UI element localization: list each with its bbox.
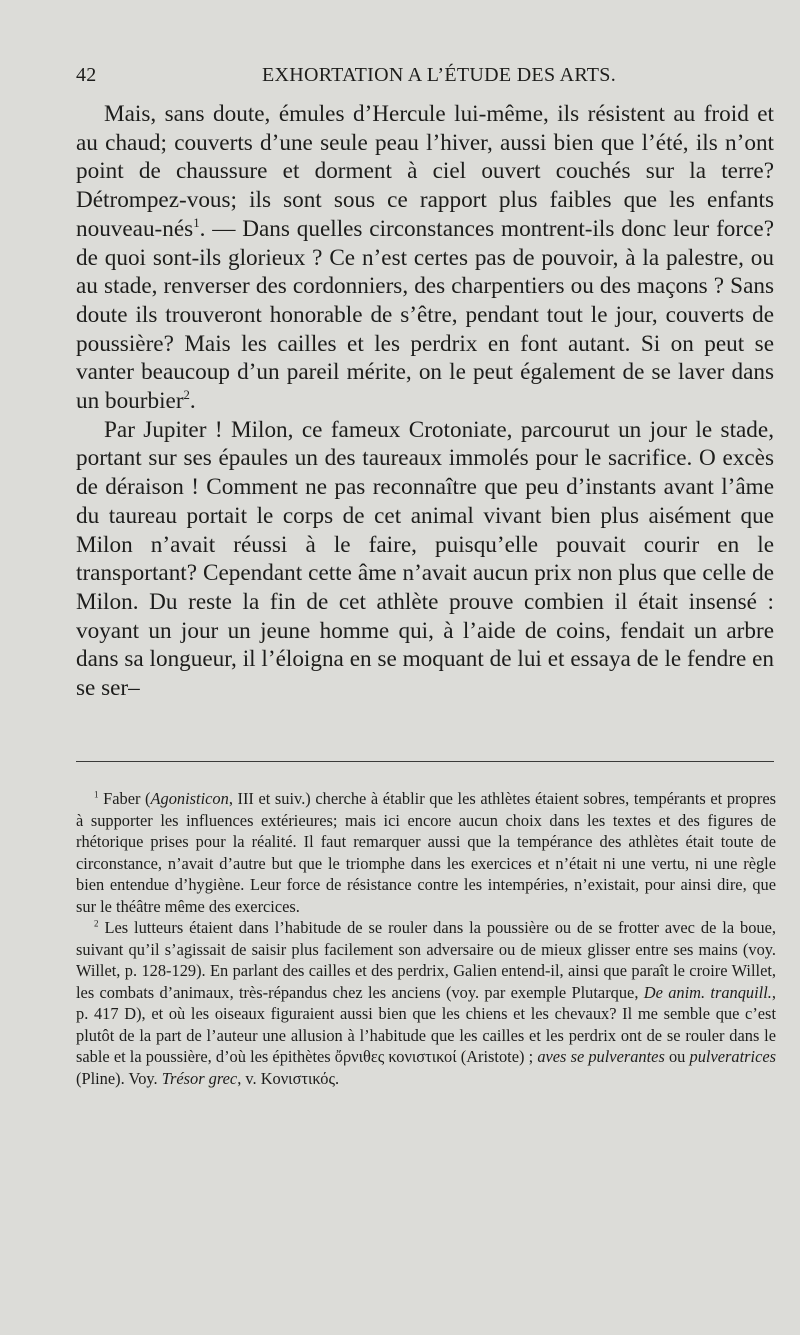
footnote-2-italic-1: aves se pulverantes <box>537 1047 665 1066</box>
paragraph-2: Par Jupiter ! Milon, ce fameux Crotoniate, parcourut un jour le stade, portant sur ses épaules un des taureaux immolés pour le sacrifice. O excès de déraison ! Comment ne pas reconnaître que peu d’instants avant l’âme du taureau portait le corps de cet animal vivant bien plus aisément que Milon n’avait réussi à le faire, puisqu’elle pouvait courir en le transportant? Cependant cette âme n’avait aucun prix non plus que celle de Milon. Du reste la fin de cet athlète prouve combien il était insensé : voyant un jour un jeune homme qui, à l’aide de coins, fendait un arbre dans sa longueur, il l’éloigna en se moquant de lui et essaya de le fendre en se ser– <box>76 416 774 702</box>
footnote-ref-2: 2 <box>183 388 190 403</box>
running-header <box>76 64 762 94</box>
footnote-1-text-cont: , III et suiv.) cherche à établir que les athlètes étaient sobres, tempérants et propres à supporter les influences extérieures; mais ici encore aucun choix dans les textes et des figures de rhétorique prises pour la réalité. Il faut remarquer aussi que la tempérance des athlètes était toute de circonstance, n’avait d’autre but que le triomphe dans les exercices et n’était ni une vertu, ni une règle bien entendue d’hygiène. Leur force de résistance contre les intempéries, n’existait, pour ainsi dire, que sur le théâtre même des exercices. <box>76 789 776 916</box>
footnote-2-mark: 2 <box>94 918 99 929</box>
footnote-ref-1: 1 <box>193 215 200 230</box>
footnote-2 <box>76 917 776 1089</box>
paragraph-1-text: Mais, sans doute, émules d’Hercule lui-même, ils résistent au froid et au chaud; couverts d’une seule peau l’hiver, aussi bien que l’été, ils n’ont point de chaussure et dorment à ciel ouvert couchés sur la terre? Détrompez-vous; ils sont sous ce rapport plus faibles que les enfants nouveau-nés <box>76 101 774 242</box>
footnote-2-text-e: , v. Κονιστικός. <box>237 1068 340 1088</box>
footnote-2-text-c: ou <box>664 1047 690 1066</box>
footnote-2-text: Les lutteurs étaient dans l’habitude de se rouler dans la poussière ou de se frotter avec de la boue, suivant qu’il s’agissait de saisir plus facilement son adversaire ou de mieux glisser entre ses mains (voy. Willet, p. 128-129). En parlant des cailles et des perdrix, Galien entend-il, ainsi que paraît le croire Willet, les combats d’animaux, très-répandus chez les anciens (voy. par exemple Plutarque, <box>76 918 776 1002</box>
footnotes <box>76 788 776 1089</box>
running-title: EXHORTATION A L’ÉTUDE DES ARTS. <box>261 64 616 86</box>
footnote-2-text-b: , p. 417 D), et où les oiseaux figuraient aussi bien que les chiens et les chevaux? Il me semble que c’est plutôt de la part de l’auteur une allusion à l’habitude que les cailles et les perdrix ont de se rouler dans le sable et la poussière, d’où les épithètes ὄρνιθες κονιστικοί (Aristote) ; <box>76 982 776 1066</box>
footnote-2-italic-2: pulveratrices <box>689 1047 776 1066</box>
footnote-1-text: Faber ( <box>103 789 151 808</box>
footnote-1-mark: 1 <box>94 789 99 800</box>
paragraph-1 <box>76 100 774 416</box>
footnote-2-text-d: (Pline). Voy. <box>76 1068 162 1088</box>
page-number: 42 <box>76 64 97 86</box>
paragraph-1-end: . <box>189 388 196 415</box>
footnote-divider <box>76 761 774 762</box>
paragraph-1-text-cont: . — Dans quelles circonstances montrent-ils donc leur force? de quoi sont-ils glorieux ? Ce n’est certes pas de pouvoir, à la palestre, ou au stade, renverser des cordonniers, des charpentiers ou des maçons ? Sans doute ils trouveront honorable de s’être, pendant tout le jour, couverts de poussière? Mais les cailles et les perdrix en font autant. Si on peut se vanter beaucoup d’un pareil mérite, on le peut également de se laver dans un bourbier <box>76 215 774 415</box>
footnote-2-title: De anim. tranquill. <box>643 982 772 1002</box>
footnote-1-title: Agonisticon <box>150 789 229 808</box>
footnote-1 <box>76 788 776 917</box>
main-text <box>76 100 774 703</box>
footnote-2-italic-3: Trésor grec <box>161 1068 238 1088</box>
